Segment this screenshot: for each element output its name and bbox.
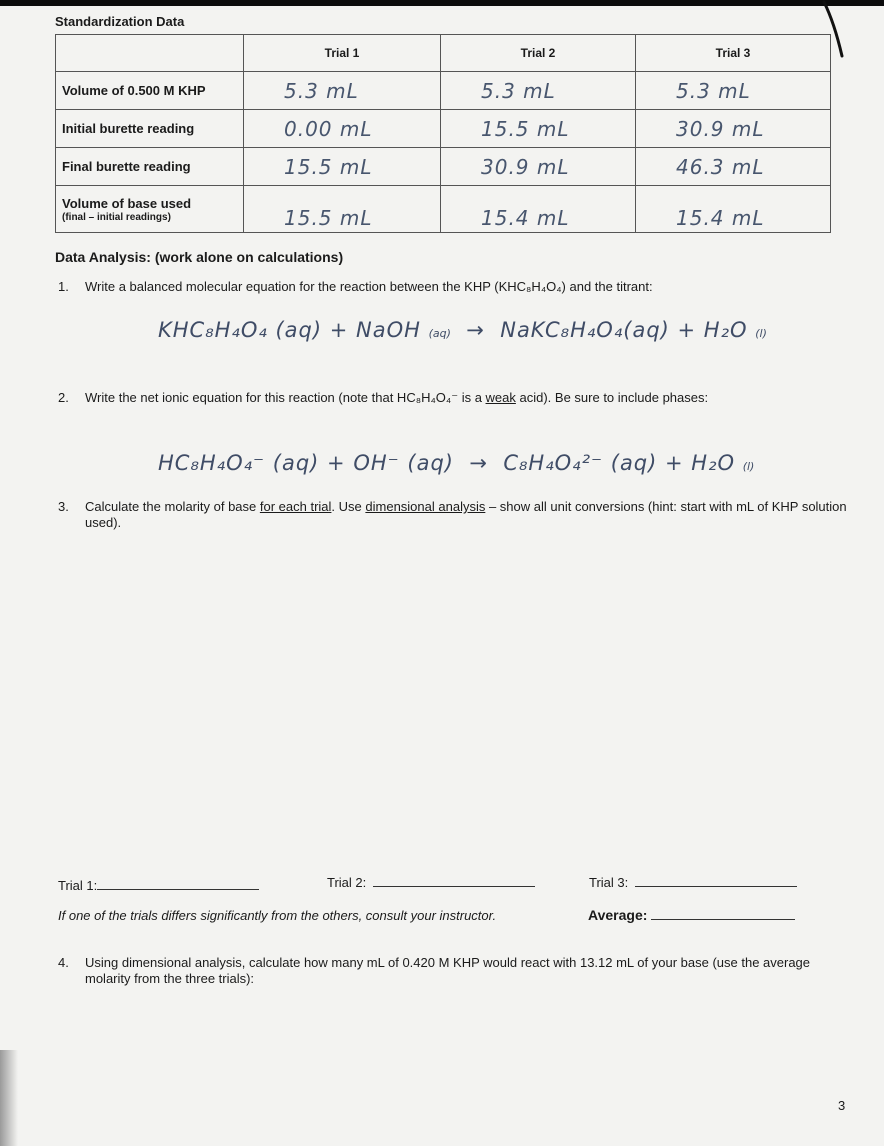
page-number: 3 — [838, 1098, 846, 1113]
header-trial-1: Trial 1 — [244, 35, 441, 72]
average-blank[interactable] — [651, 907, 795, 920]
row-label — [56, 186, 244, 233]
table-cell: 15.4 mL — [636, 186, 831, 233]
text-segment-underlined: for each trial — [259, 499, 332, 514]
row-label-sub: (final – initial readings) — [62, 211, 171, 223]
row-label: Final burette reading — [56, 148, 244, 186]
table-cell: 5.3 mL — [244, 72, 441, 110]
table-row — [56, 110, 831, 148]
trial-1-blank[interactable] — [97, 877, 259, 890]
table-cell: 30.9 mL — [441, 148, 636, 186]
equation-products: NaKC₈H₄O₄(aq) + H₂O — [500, 318, 748, 342]
row-label: Initial burette reading — [56, 110, 244, 148]
table-cell: 15.4 mL — [441, 186, 636, 233]
question-number: 4. — [58, 955, 69, 970]
text-segment-underlined: dimensional analysis — [365, 499, 486, 514]
question-text: Write a balanced molecular equation for the reaction between the KHP (KHC₈H₄O₄) and the titrant: — [85, 279, 653, 294]
question-number: 2. — [58, 390, 69, 405]
table-cell: 5.3 mL — [441, 72, 636, 110]
question-number: 1. — [58, 279, 69, 294]
trial-2-label: Trial 2: — [327, 875, 367, 890]
section-title: Standardization Data — [55, 14, 185, 29]
trial-1-label: Trial 1: — [58, 878, 98, 893]
text-segment: acid). Be sure to include phases: — [515, 390, 709, 405]
standardization-table — [55, 34, 831, 233]
molecular-equation-answer — [158, 318, 767, 342]
trial-3-result — [589, 874, 797, 890]
table-cell: 46.3 mL — [636, 148, 831, 186]
equation-phase: (l) — [742, 460, 755, 473]
table-row — [56, 72, 831, 110]
question-text: Using dimensional analysis, calculate how many mL of 0.420 M KHP would react with 13.12 mL of your base (use the average molarity from the three trials): — [85, 955, 811, 986]
equation-products: C₈H₄O₄²⁻ (aq) + H₂O — [503, 451, 736, 475]
table-cell: 15.5 mL — [441, 110, 636, 148]
text-segment: Calculate the molarity of base — [85, 499, 260, 514]
question-text — [85, 390, 855, 406]
table-row — [56, 186, 831, 233]
equation-reactants: KHC₈H₄O₄ (aq) + NaOH — [158, 318, 421, 342]
text-segment: – show all unit conversions (hint: start with mL of KHP solution used). — [85, 499, 847, 530]
table-corner-cell — [56, 35, 244, 72]
equation-arrow: → — [469, 451, 488, 475]
average-label: Average: — [588, 907, 648, 923]
row-label-main: Volume of base used — [62, 195, 192, 211]
trial-2-blank[interactable] — [373, 874, 535, 887]
text-segment: . Use — [331, 499, 366, 514]
header-trial-2: Trial 2 — [441, 35, 636, 72]
trial-1-result — [58, 877, 259, 893]
equation-phase: (aq) — [428, 327, 451, 340]
table-cell: 30.9 mL — [636, 110, 831, 148]
row-label: Volume of 0.500 M KHP — [56, 72, 244, 110]
trial-3-label: Trial 3: — [589, 875, 629, 890]
table-cell: 0.00 mL — [244, 110, 441, 148]
equation-phase: (l) — [755, 327, 767, 340]
trial-2-result — [327, 874, 535, 890]
text-segment: Write the net ionic equation for this reaction (note that HC₈H₄O₄⁻ is a — [85, 390, 486, 405]
trial-3-blank[interactable] — [635, 874, 797, 887]
table-row — [56, 148, 831, 186]
equation-reactants: HC₈H₄O₄⁻ (aq) + OH⁻ (aq) — [158, 451, 454, 475]
page-corner-shadow — [0, 1050, 18, 1146]
instructor-note: If one of the trials differs significantly from the others, consult your instructor. — [58, 908, 497, 923]
net-ionic-equation-answer — [158, 451, 754, 475]
average-result — [588, 907, 795, 923]
question-text — [85, 499, 855, 531]
table-cell: 15.5 mL — [244, 186, 441, 233]
table-cell: 5.3 mL — [636, 72, 831, 110]
top-edge-shadow — [0, 0, 884, 6]
question-number: 3. — [58, 499, 69, 514]
table-cell: 15.5 mL — [244, 148, 441, 186]
analysis-title: Data Analysis: (work alone on calculations) — [55, 249, 344, 265]
equation-arrow: → — [466, 318, 485, 342]
header-trial-3: Trial 3 — [636, 35, 831, 72]
text-segment-underlined: weak — [485, 390, 516, 405]
